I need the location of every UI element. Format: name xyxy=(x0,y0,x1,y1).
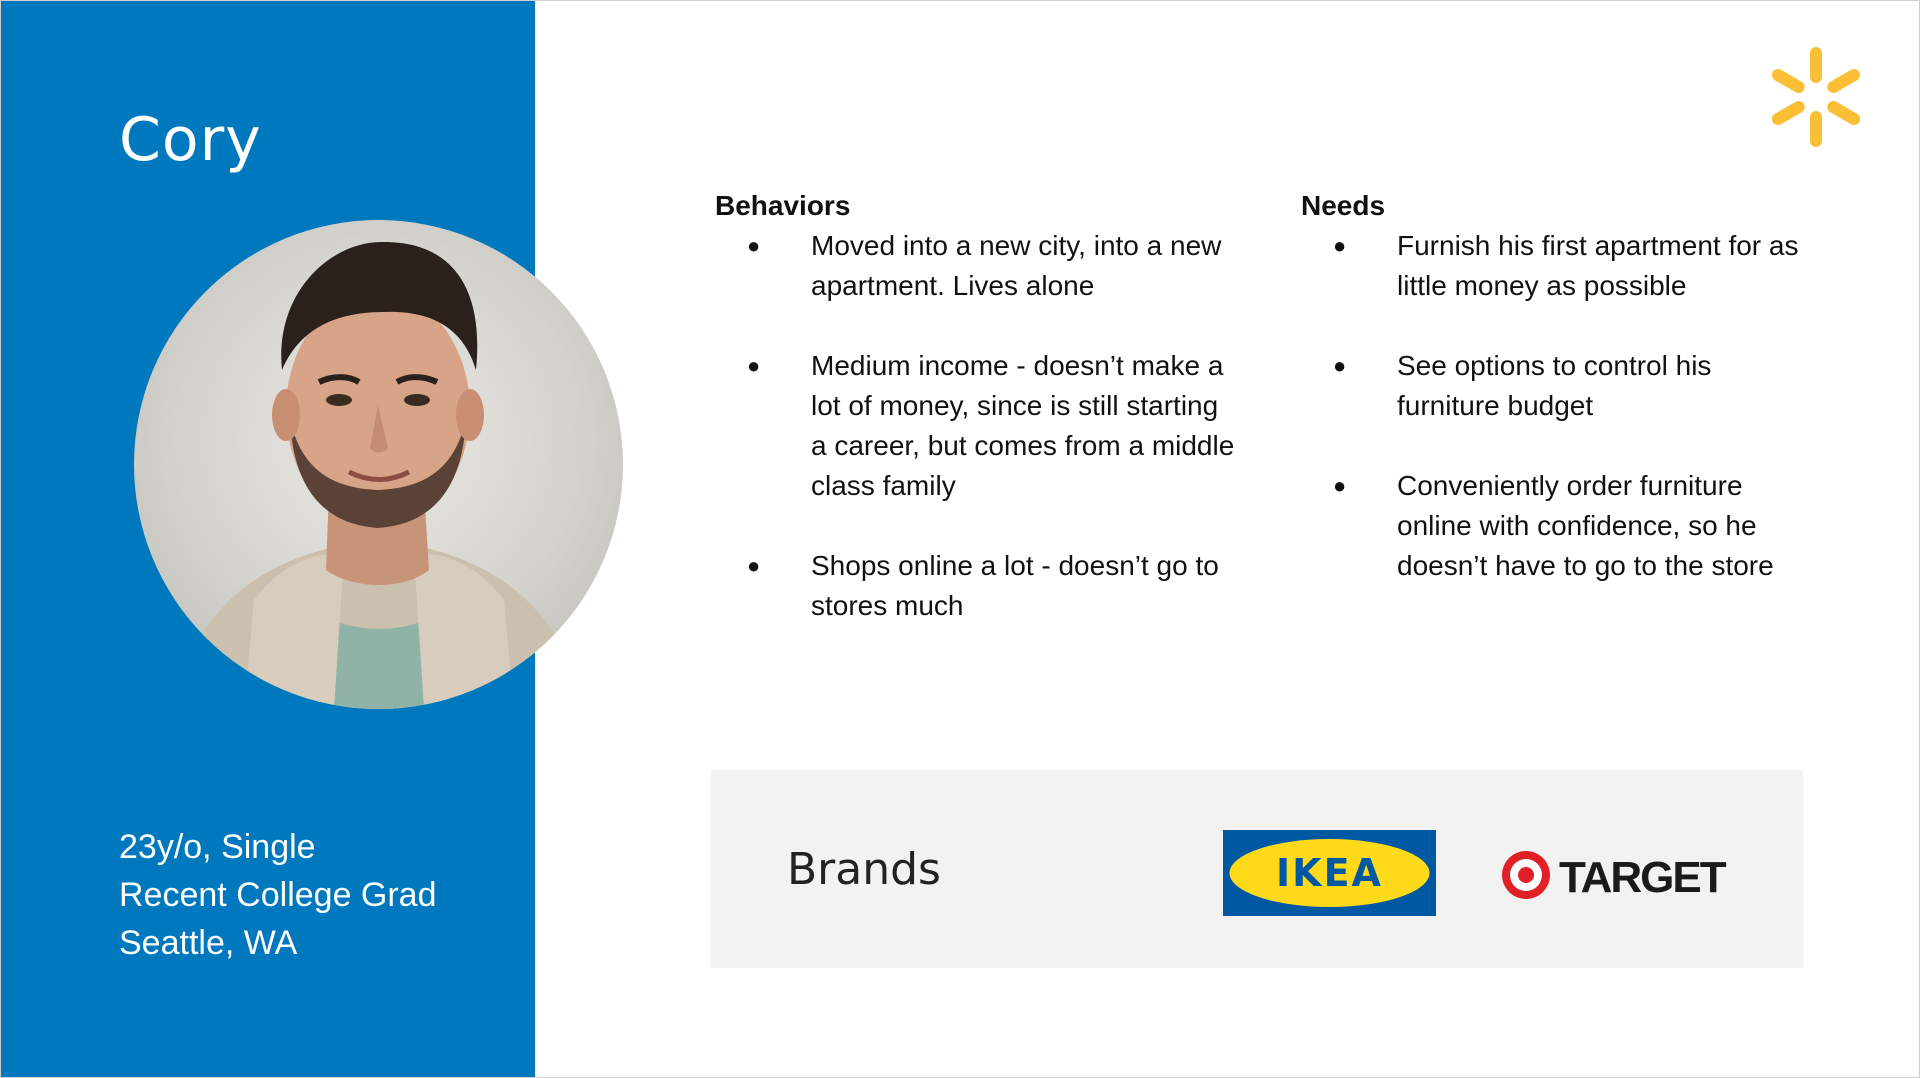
list-item xyxy=(1301,346,1821,426)
bullet-icon: ● xyxy=(1333,473,1347,498)
list-item xyxy=(1301,466,1821,586)
ikea-logo xyxy=(1223,830,1436,916)
behavior-text: Medium income - doesn’t make a lot of money, since is still starting a career, but comes from a middle class family xyxy=(811,350,1235,501)
svg-text:TARGET: TARGET xyxy=(1559,853,1725,902)
needs-heading: Needs xyxy=(1301,190,1386,221)
svg-text:IKEA: IKEA xyxy=(1276,851,1383,895)
bullet-icon: ● xyxy=(747,353,761,378)
target-logo xyxy=(1499,848,1749,902)
needs-list xyxy=(1301,226,1821,586)
brands-panel xyxy=(711,770,1803,968)
bullet-icon: ● xyxy=(747,553,761,578)
need-text: Conveniently order furniture online with confidence, so he doesn’t have to go to the store xyxy=(1397,470,1774,581)
bullet-icon: ● xyxy=(1333,353,1347,378)
demographic-age-status: 23y/o, Single xyxy=(119,828,316,866)
portrait-illustration xyxy=(134,220,623,709)
needs-section xyxy=(1301,186,1821,626)
need-text: Furnish his first apartment for as little money as possible xyxy=(1397,230,1799,301)
demographic-location: Seattle, WA xyxy=(119,924,298,962)
list-item xyxy=(715,226,1235,306)
bullet-icon: ● xyxy=(747,233,761,258)
need-text: See options to control his furniture budget xyxy=(1397,350,1712,421)
persona-demographics xyxy=(119,823,437,967)
demographic-occupation: Recent College Grad xyxy=(119,876,437,914)
behaviors-section xyxy=(715,186,1235,666)
persona-sidebar xyxy=(1,1,535,1077)
brands-label: Brands xyxy=(787,844,941,895)
list-item xyxy=(715,546,1235,626)
spark-icon xyxy=(1762,43,1870,151)
persona-name: Cory xyxy=(119,105,262,175)
list-item xyxy=(1301,226,1821,306)
behavior-text: Shops online a lot - doesn’t go to stores much xyxy=(811,550,1219,621)
persona-photo xyxy=(134,220,623,709)
bullet-icon: ● xyxy=(1333,233,1347,258)
behaviors-heading: Behaviors xyxy=(715,190,851,221)
behaviors-list xyxy=(715,226,1235,626)
behavior-text: Moved into a new city, into a new apartment. Lives alone xyxy=(811,230,1222,301)
list-item xyxy=(715,346,1235,506)
